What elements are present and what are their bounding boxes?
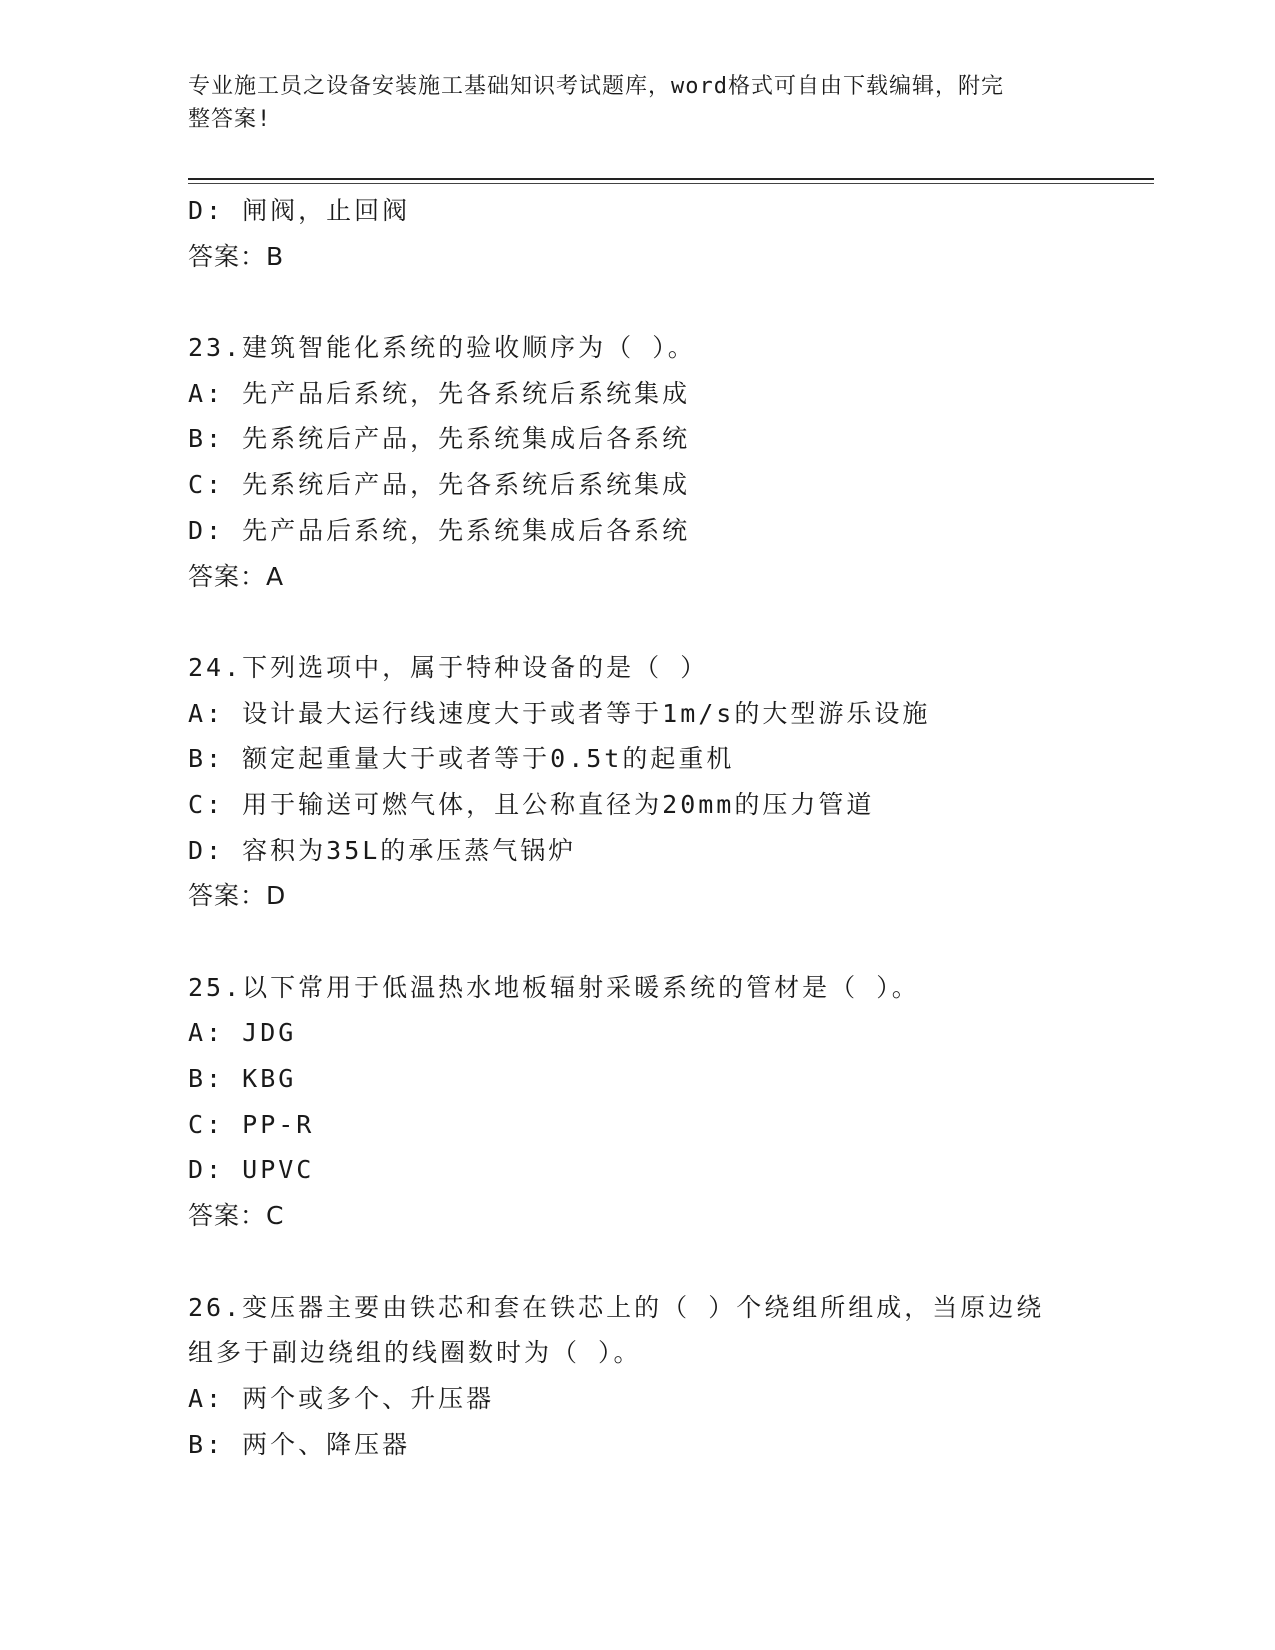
answer-line: 答案：D (188, 881, 287, 911)
question-block-prev (188, 188, 1148, 279)
question-stem-line-2: 组多于副边绕组的线圈数时为（ ）。 (188, 1338, 642, 1368)
document-header (188, 70, 1068, 136)
header-text-line-2: 整答案! (188, 107, 272, 132)
option-d: D: 先产品后系统，先系统集成后各系统 (188, 515, 691, 545)
header-divider-thin (188, 183, 1154, 184)
question-block-23 (188, 325, 1148, 599)
option-a: A: JDG (188, 1018, 297, 1048)
answer-line: 答案：A (188, 561, 285, 591)
spacer (188, 919, 1148, 965)
header-divider-thick (188, 178, 1154, 180)
option-c: C: PP-R (188, 1109, 315, 1139)
spacer (188, 1239, 1148, 1285)
option-b: B: 先系统后产品，先系统集成后各系统 (188, 424, 691, 454)
question-block-25 (188, 965, 1148, 1239)
question-stem: 24.下列选项中，属于特种设备的是（ ） (188, 652, 709, 682)
question-block-24 (188, 645, 1148, 919)
question-stem: 25.以下常用于低温热水地板辐射采暖系统的管材是（ ）。 (188, 972, 920, 1002)
answer-line: 答案：C (188, 1201, 285, 1231)
spacer (188, 599, 1148, 645)
question-stem-line-1: 26.变压器主要由铁芯和套在铁芯上的（ ）个绕组所组成，当原边绕 (188, 1292, 1045, 1322)
option-d: D: 闸阀，止回阀 (188, 196, 411, 225)
option-a: A: 两个或多个、升压器 (188, 1383, 495, 1413)
question-list (188, 188, 1148, 1467)
option-d: D: UPVC (188, 1155, 315, 1185)
spacer (188, 279, 1148, 325)
question-stem: 23.建筑智能化系统的验收顺序为（ ）。 (188, 333, 696, 363)
answer-line: 答案：B (188, 241, 285, 271)
option-c: C: 用于输送可燃气体，且公称直径为20mm的压力管道 (188, 789, 875, 819)
option-a: A: 设计最大运行线速度大于或者等于1m/s的大型游乐设施 (188, 698, 931, 728)
header-text-line-1: 专业施工员之设备安装施工基础知识考试题库，word格式可自由下载编辑，附完 (188, 74, 1004, 99)
question-block-26 (188, 1285, 1148, 1468)
option-b: B: KBG (188, 1064, 297, 1094)
option-d: D: 容积为35L的承压蒸气锅炉 (188, 835, 577, 865)
option-b: B: 额定起重量大于或者等于0.5t的起重机 (188, 744, 735, 774)
option-a: A: 先产品后系统，先各系统后系统集成 (188, 378, 691, 408)
option-c: C: 先系统后产品，先各系统后系统集成 (188, 470, 691, 500)
option-b: B: 两个、降压器 (188, 1429, 411, 1459)
